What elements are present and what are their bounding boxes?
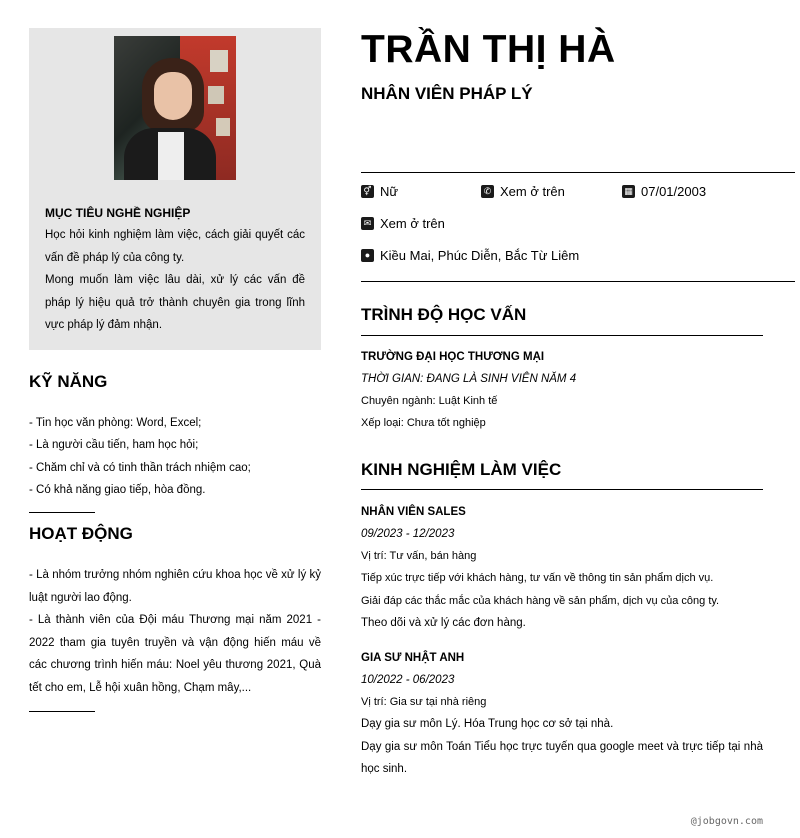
divider: [29, 711, 95, 712]
watermark: @jobgovn.com: [690, 816, 763, 827]
job-duty: Giải đáp các thắc mắc của khách hàng về sản phẩm, dịch vụ của công ty.: [361, 594, 720, 607]
address-value: Kiều Mai, Phúc Diễn, Bắc Từ Liêm: [380, 248, 580, 263]
job-period: 09/2023 - 12/2023: [361, 528, 455, 540]
divider: [361, 172, 795, 173]
education-time: THỜI GIAN: ĐANG LÀ SINH VIÊN NĂM 4: [361, 373, 577, 385]
email-icon: ✉: [361, 217, 374, 230]
activities-list: [29, 564, 321, 699]
skills-section: [29, 372, 321, 513]
birthday-value: 07/01/2003: [641, 184, 707, 199]
contact-phone: [481, 184, 622, 199]
calendar-icon: ▦: [622, 185, 635, 198]
job-period: 10/2022 - 06/2023: [361, 674, 455, 686]
avatar: [114, 36, 236, 180]
objective-title: MỤC TIÊU NGHỀ NGHIỆP: [45, 206, 191, 220]
phone-value: Xem ở trên: [500, 184, 565, 199]
job-position: Vị trí: Tư vấn, bán hàng: [361, 550, 477, 562]
job-name: GIA SƯ NHẬT ANH: [361, 652, 465, 664]
education-block: [361, 346, 763, 435]
divider: [361, 489, 763, 490]
skill-item: - Là người cầu tiến, ham học hỏi;: [29, 439, 199, 452]
education-major: Chuyên ngành: Luật Kinh tế: [361, 395, 498, 407]
job-block: [361, 647, 763, 780]
school-name: TRƯỜNG ĐẠI HỌC THƯƠNG MẠI: [361, 351, 545, 363]
skill-item: - Tin học văn phòng: Word, Excel;: [29, 417, 202, 429]
activity-item: - Là thành viên của Đội máu Thương mại năm 2021 - 2022 tham gia tuyên truyền và vận động hiến máu về các chương trình hiến máu: Noel yêu thương 2021, Quà tết cho em, Lễ hội xuân hồng, Chạm mây,...: [29, 614, 321, 694]
email-value: Xem ở trên: [380, 216, 445, 231]
activities-title: HOẠT ĐỘNG: [29, 524, 133, 543]
job-position: Vị trí: Gia sư tại nhà riêng: [361, 696, 487, 708]
contact-row: [361, 216, 445, 231]
contact-gender: [361, 184, 481, 199]
skills-list: [29, 412, 321, 501]
divider: [29, 512, 95, 513]
job-duty: Dạy gia sư môn Toán Tiểu học trực tuyến qua google meet và trực tiếp tại nhà học sinh.: [361, 740, 763, 775]
education-title: TRÌNH ĐỘ HỌC VẤN: [361, 305, 527, 324]
gender-value: Nữ: [380, 184, 399, 199]
contact-row: [361, 248, 579, 263]
contact-email: [361, 216, 445, 231]
job-title: NHÂN VIÊN PHÁP LÝ: [361, 84, 533, 103]
activity-item: - Là nhóm trưởng nhóm nghiên cứu khoa học về xử lý kỷ luật người lao động.: [29, 569, 321, 604]
contact-address: [361, 248, 579, 263]
skill-item: - Có khả năng giao tiếp, hòa đồng.: [29, 483, 206, 496]
job-duty: Theo dõi và xử lý các đơn hàng.: [361, 616, 526, 629]
phone-icon: ✆: [481, 185, 494, 198]
job-name: NHÂN VIÊN SALES: [361, 506, 466, 518]
skills-title: KỸ NĂNG: [29, 372, 108, 391]
job-block: [361, 501, 763, 634]
job-duty: Tiếp xúc trực tiếp với khách hàng, tư vấn về thông tin sản phẩm dịch vụ.: [361, 572, 714, 585]
objective-paragraph: Mong muốn làm việc lâu dài, xử lý các vấn đề pháp lý hiệu quả trở thành chuyên gia trong lĩnh vực pháp lý đảm nhận.: [45, 274, 305, 331]
activities-section: [29, 524, 321, 712]
profile-box: [29, 28, 321, 350]
objective-paragraph: Học hỏi kinh nghiệm làm việc, cách giải quyết các vấn đề pháp lý của công ty.: [45, 229, 305, 264]
divider: [361, 335, 763, 336]
skill-item: - Chăm chỉ và có tinh thần trách nhiệm cao;: [29, 461, 251, 474]
contact-row: [361, 184, 706, 199]
location-pin-icon: ●: [361, 249, 374, 262]
experience-title: KINH NGHIỆM LÀM VIỆC: [361, 460, 562, 479]
contact-birthday: [622, 184, 706, 199]
candidate-name: TRẦN THỊ HÀ: [361, 28, 616, 71]
divider: [361, 281, 795, 282]
left-column: [29, 28, 321, 350]
job-duty: Dạy gia sư môn Lý. Hóa Trung học cơ sở tại nhà.: [361, 718, 614, 731]
gender-icon: ⚥: [361, 185, 374, 198]
education-rank: Xếp loại: Chưa tốt nghiệp: [361, 417, 486, 430]
